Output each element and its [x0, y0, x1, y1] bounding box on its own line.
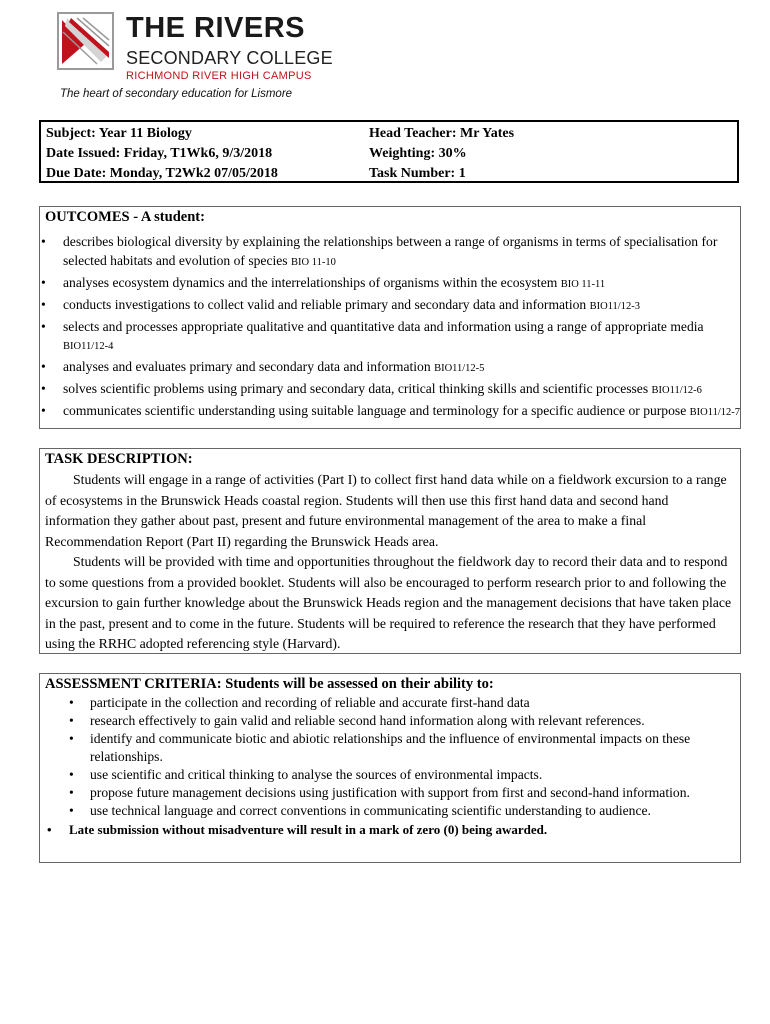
task-info-box [39, 120, 739, 183]
outcome-text: selects and processes appropriate qualitative and quantitative data and information using a range of appropriate media [63, 318, 704, 334]
list-item [40, 274, 740, 295]
bullet-icon: • [69, 767, 74, 782]
head-teacher-line: Head Teacher: Mr Yates [369, 126, 515, 141]
bullet-icon: • [41, 318, 46, 334]
outcomes-heading: OUTCOMES - A student: [45, 209, 205, 225]
list-item [40, 694, 740, 712]
criteria-text: propose future management decisions using justification with support from first and second-hand information. [90, 785, 690, 800]
bullet-icon: • [41, 359, 46, 374]
outcome-text: solves scientific problems using primary and secondary data, critical thinking skills and scientific processes [63, 381, 649, 396]
outcome-code: BIO11/12-4 [63, 341, 114, 352]
list-item [40, 233, 740, 272]
bullet-icon: • [69, 785, 74, 800]
list-item [40, 402, 740, 423]
task-paragraph: Students will engage in a range of activities (Part I) to collect first hand data while on a fieldwork excursion to a range of ecosystems in the Brunswick Heads coastal region. Students will then use this first hand data and second hand information they gather about past, present and future environmental management of the area to make a final Recommendation Report (Part II) regarding the Brunswick Heads area. [45, 472, 727, 549]
info-left-column [46, 124, 278, 184]
criteria-text: research effectively to gain valid and reliable second hand information along with relevant references. [90, 713, 645, 728]
criteria-text: participate in the collection and recording of reliable and accurate first-hand data [90, 695, 530, 710]
task-description-section [39, 448, 741, 654]
criteria-text: use technical language and correct conventions in communicating scientific understanding to audience. [90, 803, 651, 818]
campus-name: RICHMOND RIVER HIGH CAMPUS [126, 70, 312, 82]
bullet-icon: • [47, 822, 52, 837]
weighting-line: Weighting: 30% [369, 146, 467, 161]
criteria-text: identify and communicate biotic and abiotic relationships and the influence of environmental impacts on these relationships. [90, 731, 691, 764]
late-note-text: Late submission without misadventure will result in a mark of zero (0) being awarded. [69, 822, 548, 837]
list-item [40, 784, 740, 802]
list-item [40, 730, 740, 766]
outcome-text: conducts investigations to collect valid and reliable primary and secondary data and information [63, 296, 587, 312]
school-tagline: The heart of secondary education for Lismore [60, 88, 293, 100]
date-issued-line: Date Issued: Friday, T1Wk6, 9/3/2018 [46, 146, 273, 161]
school-name: THE RIVERS [126, 12, 306, 44]
school-logo [57, 12, 333, 104]
task-paragraph: Students will be provided with time and opportunities throughout the fieldwork day to record their data and to respond to some questions from a provided booklet. Students will also be encouraged to perform research prior to and following the excursion to gain further knowledge about the Brunswick Heads region and the management decisions that have taken place in the past, present and to come in the future. Students will be required to reference the research that they have performed using the RRHC adopted referencing style (Harvard). [45, 554, 732, 651]
outcome-code: BIO 11-10 [291, 256, 336, 268]
bullet-icon: • [69, 803, 74, 818]
list-item [40, 766, 740, 784]
criteria-text: use scientific and critical thinking to analyse the sources of environmental impacts. [90, 767, 543, 782]
due-date-line: Due Date: Monday, T2Wk2 07/05/2018 [46, 166, 278, 181]
list-item [40, 380, 740, 401]
outcome-text: communicates scientific understanding using suitable language and terminology for a specific audience or purpose [63, 403, 687, 418]
list-item [40, 296, 740, 317]
outcome-code: BIO 11-11 [560, 278, 606, 290]
bullet-icon: • [41, 274, 46, 290]
outcome-text: describes biological diversity by explaining the relationships between a range of organisms in terms of specialisation for selected habitats and evolution of species [63, 234, 718, 268]
task-number-line: Task Number: 1 [369, 166, 466, 181]
outcome-code: BIO11/12-7 [689, 407, 740, 418]
task-heading: TASK DESCRIPTION: [45, 451, 193, 467]
list-item [40, 712, 740, 730]
assessment-heading: ASSESSMENT CRITERIA: Students will be assessed on their ability to: [45, 676, 494, 692]
bullet-icon: • [69, 713, 74, 728]
late-submission-note [40, 821, 740, 839]
outcome-code: BIO11/12-6 [651, 385, 702, 396]
bullet-icon: • [41, 234, 46, 249]
list-item [40, 802, 740, 820]
subject-line: Subject: Year 11 Biology [46, 126, 192, 141]
outcomes-section [39, 206, 741, 429]
outcome-text: analyses ecosystem dynamics and the interrelationships of organisms within the ecosystem [63, 274, 558, 290]
info-right-column [369, 124, 514, 184]
outcome-code: BIO11/12-3 [589, 300, 640, 312]
task-body [45, 470, 735, 655]
bullet-icon: • [69, 695, 74, 710]
assessment-list [40, 694, 740, 839]
outcomes-list [40, 233, 740, 424]
list-item [40, 358, 740, 379]
outcome-code: BIO11/12-5 [434, 363, 485, 374]
rivers-logo-icon [57, 12, 114, 70]
bullet-icon: • [41, 381, 46, 396]
outcome-text: analyses and evaluates primary and secondary data and information [63, 359, 431, 374]
bullet-icon: • [69, 731, 74, 746]
bullet-icon: • [41, 296, 46, 312]
school-subtitle: SECONDARY COLLEGE [126, 48, 333, 68]
assessment-criteria-section [39, 673, 741, 863]
bullet-icon: • [41, 403, 46, 418]
list-item [40, 318, 740, 357]
